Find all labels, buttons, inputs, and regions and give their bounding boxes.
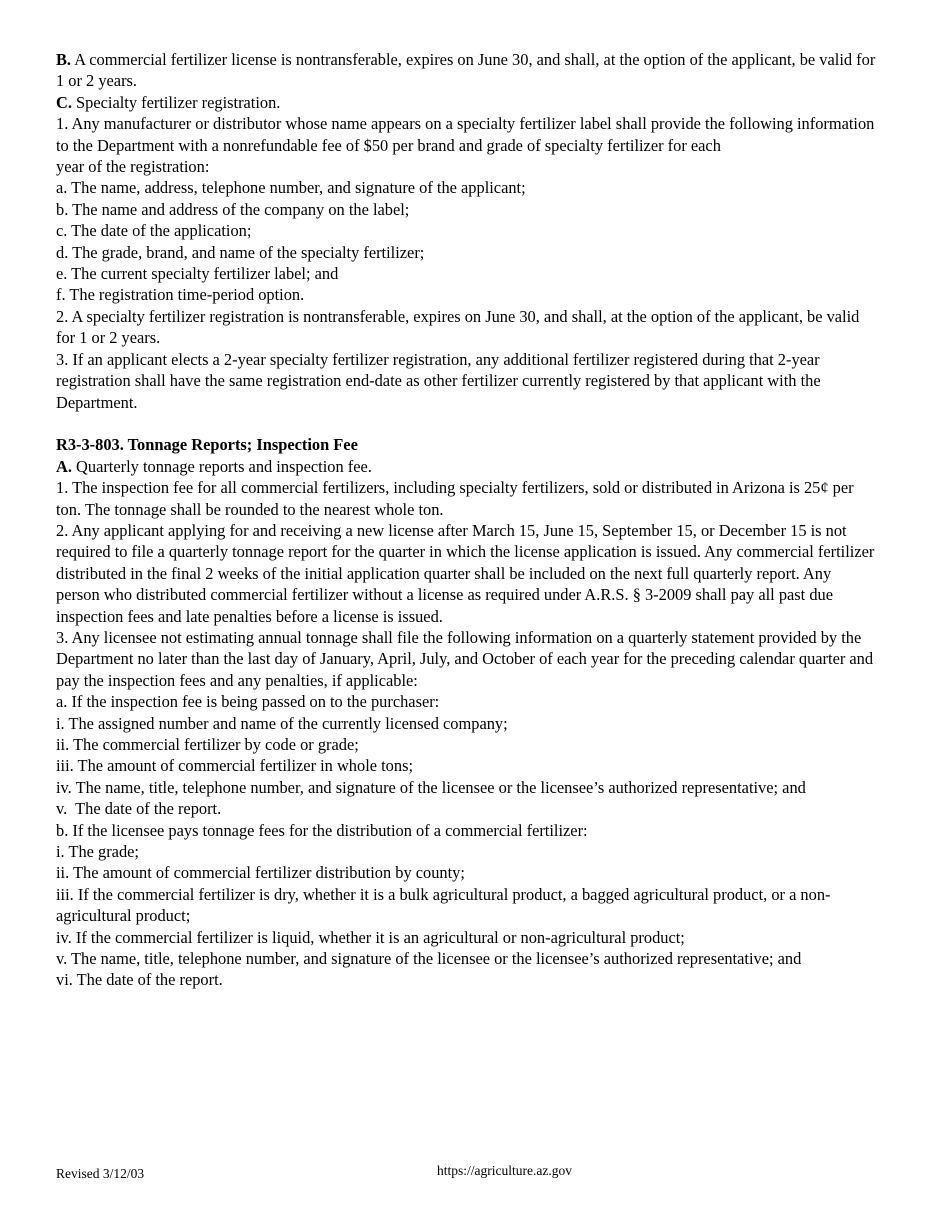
section-c-label: C. [56,92,72,112]
section-c-item-1-continuation: year of the registration: [56,157,210,177]
list-item: e. The current specialty fertilizer label; and [56,264,339,284]
rule-803-item-3: 3. Any licensee not estimating annual tonnage shall file the following information on a quarterly statement provided by the Department no later than the last day of January, April, July, and October of each year for the preceding calendar quarter and pay the inspection fees and any penalties, if applicable: [56,627,874,690]
section-b-label: B. [56,50,72,69]
section-c-item-2: 2. A specialty fertilizer registration is nontransferable, expires on June 30, and shall, at the option of the applicant, be valid for 1 or 2 years. [56,306,860,348]
footer-revised-date: Revised 3/12/03 [56,1166,145,1181]
section-b-text: A commercial fertilizer license is nontransferable, expires on June 30, and shall, at the option of the applicant, be valid for 1 or 2 years. [56,50,876,91]
list-item: i. The assigned number and name of the currently licensed company; [56,713,508,733]
rule-803-section-a [56,456,876,477]
list-item: iv. The name, title, telephone number, and signature of the licensee or the licensee’s authorized representative; and [56,777,806,797]
list-item: ii. The amount of commercial fertilizer distribution by county; [56,863,465,883]
section-b-paragraph [56,49,876,92]
document-body [56,49,876,991]
footer-url-link[interactable]: https://agriculture.az.gov [437,1163,572,1178]
rule-803-section-a-label: A. [56,456,72,476]
list-item: iv. If the commercial fertilizer is liquid, whether it is an agricultural or non-agricultural product; [56,927,685,947]
list-item: iii. If the commercial fertilizer is dry, whether it is a bulk agricultural product, a bagged agricultural product, or a non-agricultural product; [56,884,831,926]
list-item: i. The grade; [56,842,139,862]
list-item: v. The date of the report. [56,799,222,819]
rule-803-heading: R3-3-803. Tonnage Reports; Inspection Fee [56,435,358,455]
list-item: v. The name, title, telephone number, and signature of the licensee or the licensee’s authorized representative; and [56,949,802,969]
rule-803-item-1: 1. The inspection fee for all commercial fertilizers, including specialty fertilizers, sold or distributed in Arizona is 25¢ per ton. The tonnage shall be rounded to the nearest whole ton. [56,478,854,519]
rule-803-item-2: 2. Any applicant applying for and receiving a new license after March 15, June 15, September 15, or December 15 is not required to file a quarterly tonnage report for the quarter in which the license application is issued. Any commercial fertilizer distributed in the final 2 weeks of the initial application quarter shall be included on the next full quarterly report. Any person who distributed commercial fertilizer without a license as required under A.R.S. § 3-2009 shall pay all past due inspection fees and late penalties before a license is issued. [56,520,875,626]
paragraph-spacer [56,413,876,434]
rule-803-sub-b: b. If the licensee pays tonnage fees for the distribution of a commercial fertilizer: [56,820,588,840]
list-item: b. The name and address of the company on the label; [56,199,410,219]
section-c-item-1-text: 1. Any manufacturer or distributor whose name appears on a specialty fertilizer label shall provide the following information to the Department with a nonrefundable fee of $50 per brand and grade of specialty fertilizer for each [56,114,875,155]
list-item: c. The date of the application; [56,221,252,241]
rule-803-section-a-text: Quarterly tonnage reports and inspection fee. [76,456,372,476]
section-c-paragraph [56,92,876,113]
list-item: vi. The date of the report. [56,970,223,990]
list-item: f. The registration time-period option. [56,285,305,305]
rule-803-sub-a: a. If the inspection fee is being passed on to the purchaser: [56,692,440,712]
section-c-text: Specialty fertilizer registration. [76,92,281,112]
section-c-item-3: 3. If an applicant elects a 2-year specialty fertilizer registration, any additional fertilizer registered during that 2-year registration shall have the same registration end-date as other fertilizer currently registered by that applicant with the Department. [56,349,821,412]
list-item: ii. The commercial fertilizer by code or grade; [56,734,359,754]
list-item: a. The name, address, telephone number, and signature of the applicant; [56,178,526,198]
list-item: d. The grade, brand, and name of the specialty fertilizer; [56,242,425,262]
list-item: iii. The amount of commercial fertilizer in whole tons; [56,756,414,776]
